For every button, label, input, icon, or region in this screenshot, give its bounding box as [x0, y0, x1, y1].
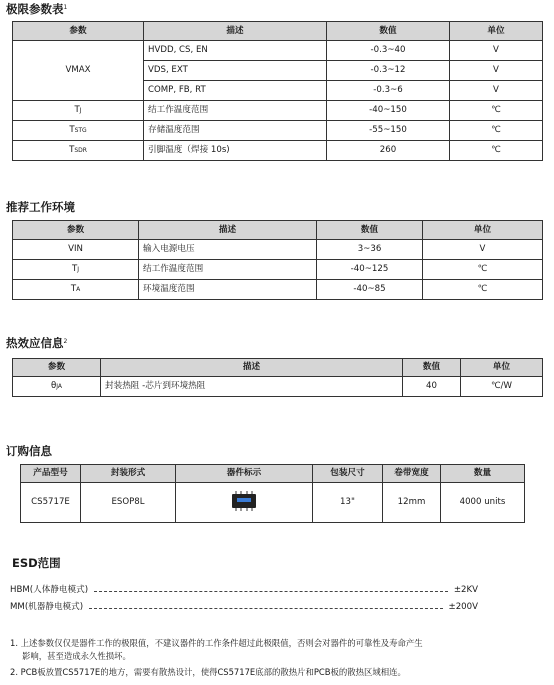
row-desc: 封装热阻 -芯片到环境热阻: [101, 377, 403, 397]
row-param: TSTG: [13, 121, 144, 141]
row-param: TJ: [13, 101, 144, 121]
header-unit: 单位: [423, 221, 543, 240]
row-unit: ℃: [423, 260, 543, 280]
table-row: [13, 141, 543, 161]
abs-max-title: 极限参数表$^1$: [6, 2, 68, 16]
table-row: [13, 101, 543, 121]
table-row: [13, 260, 543, 280]
row-value: -0.3~40: [327, 41, 450, 61]
header-value: 数值: [403, 359, 461, 377]
header-package: 封装形式: [81, 465, 176, 483]
chip-icon: [229, 491, 259, 511]
note-1-line-2: 影响，甚至造成永久性损坏。: [22, 651, 131, 661]
esd-value: ±200V: [448, 602, 478, 612]
esd-mm-line: [10, 601, 478, 613]
row-desc: 存储温度范围: [144, 121, 327, 141]
header-marking: 器件标示: [176, 465, 313, 483]
table-row: [13, 41, 543, 61]
row-param: VIN: [13, 240, 139, 260]
dashed-leader: [94, 591, 448, 592]
header-param: 参数: [13, 359, 101, 377]
header-value: 数值: [317, 221, 423, 240]
header-param: 参数: [13, 221, 139, 240]
row-marking: [176, 483, 313, 523]
row-desc: COMP, FB, RT: [144, 81, 327, 101]
note-2: 2. PCB板放置CS5717E的地方，需要有散热设计，使得CS5717E底部的散热片和PCB板的散热区域相连。: [10, 667, 406, 677]
row-unit: ℃: [423, 280, 543, 300]
thermal-title: 热效应信息$^2$: [6, 336, 68, 350]
row-value: 40: [403, 377, 461, 397]
row-tape-width: 12mm: [383, 483, 441, 523]
row-param: TJ: [13, 260, 139, 280]
row-value: 3~36: [317, 240, 423, 260]
esd-label: MM(机器静电模式): [10, 602, 84, 612]
header-unit: 单位: [461, 359, 543, 377]
table-row: [13, 377, 543, 397]
row-desc: VDS, EXT: [144, 61, 327, 81]
row-param: TA: [13, 280, 139, 300]
recommended-title: 推荐工作环境: [6, 200, 75, 214]
row-unit: ℃/W: [461, 377, 543, 397]
row-unit: V: [450, 61, 543, 81]
note-1-line-1: 1. 上述参数仅仅是器件工作的极限值，不建议器件的工作条件超过此极限值，否则会对器件的可靠性及寿命产生: [10, 638, 423, 648]
row-value: -55~150: [327, 121, 450, 141]
row-unit: ℃: [450, 121, 543, 141]
row-desc: 环境温度范围: [139, 280, 317, 300]
row-value: -40~85: [317, 280, 423, 300]
row-unit: V: [423, 240, 543, 260]
row-param: TSDR: [13, 141, 144, 161]
table-row: [13, 121, 543, 141]
row-desc: 引脚温度（焊接 10s): [144, 141, 327, 161]
esd-title: ESD范围: [12, 556, 61, 570]
header-quantity: 数量: [441, 465, 525, 483]
recommended-table: [12, 220, 543, 300]
row-desc: 输入电源电压: [139, 240, 317, 260]
header-param: 参数: [13, 22, 144, 41]
header-reel-size: 包装尺寸: [313, 465, 383, 483]
esd-label: HBM(人体静电模式): [10, 585, 89, 595]
row-unit: ℃: [450, 141, 543, 161]
header-unit: 单位: [450, 22, 543, 41]
abs-max-table: [12, 21, 543, 161]
header-tape-width: 卷带宽度: [383, 465, 441, 483]
row-desc: 结工作温度范围: [139, 260, 317, 280]
row-reel-size: 13": [313, 483, 383, 523]
vmax-label: VMAX: [13, 41, 144, 101]
row-package: ESOP8L: [81, 483, 176, 523]
row-value: 260: [327, 141, 450, 161]
header-value: 数值: [327, 22, 450, 41]
row-value: -40~125: [317, 260, 423, 280]
row-quantity: 4000 units: [441, 483, 525, 523]
dashed-leader: [89, 608, 442, 609]
row-desc: HVDD, CS, EN: [144, 41, 327, 61]
thermal-table: [12, 358, 543, 397]
table-row: [13, 240, 543, 260]
esd-hbm-line: [10, 584, 478, 596]
row-unit: ℃: [450, 101, 543, 121]
ordering-title: 订购信息: [6, 444, 52, 458]
row-value: -0.3~6: [327, 81, 450, 101]
row-value: -0.3~12: [327, 61, 450, 81]
table-row: [13, 280, 543, 300]
header-model: 产品型号: [21, 465, 81, 483]
row-desc: 结工作温度范围: [144, 101, 327, 121]
row-unit: V: [450, 81, 543, 101]
ordering-table: [20, 464, 525, 523]
row-value: -40~150: [327, 101, 450, 121]
header-desc: 描述: [101, 359, 403, 377]
row-model: CS5717E: [21, 483, 81, 523]
row-param: θJA: [13, 377, 101, 397]
esd-value: ±2KV: [453, 585, 478, 595]
row-unit: V: [450, 41, 543, 61]
header-desc: 描述: [139, 221, 317, 240]
header-desc: 描述: [144, 22, 327, 41]
table-row: [21, 483, 525, 523]
